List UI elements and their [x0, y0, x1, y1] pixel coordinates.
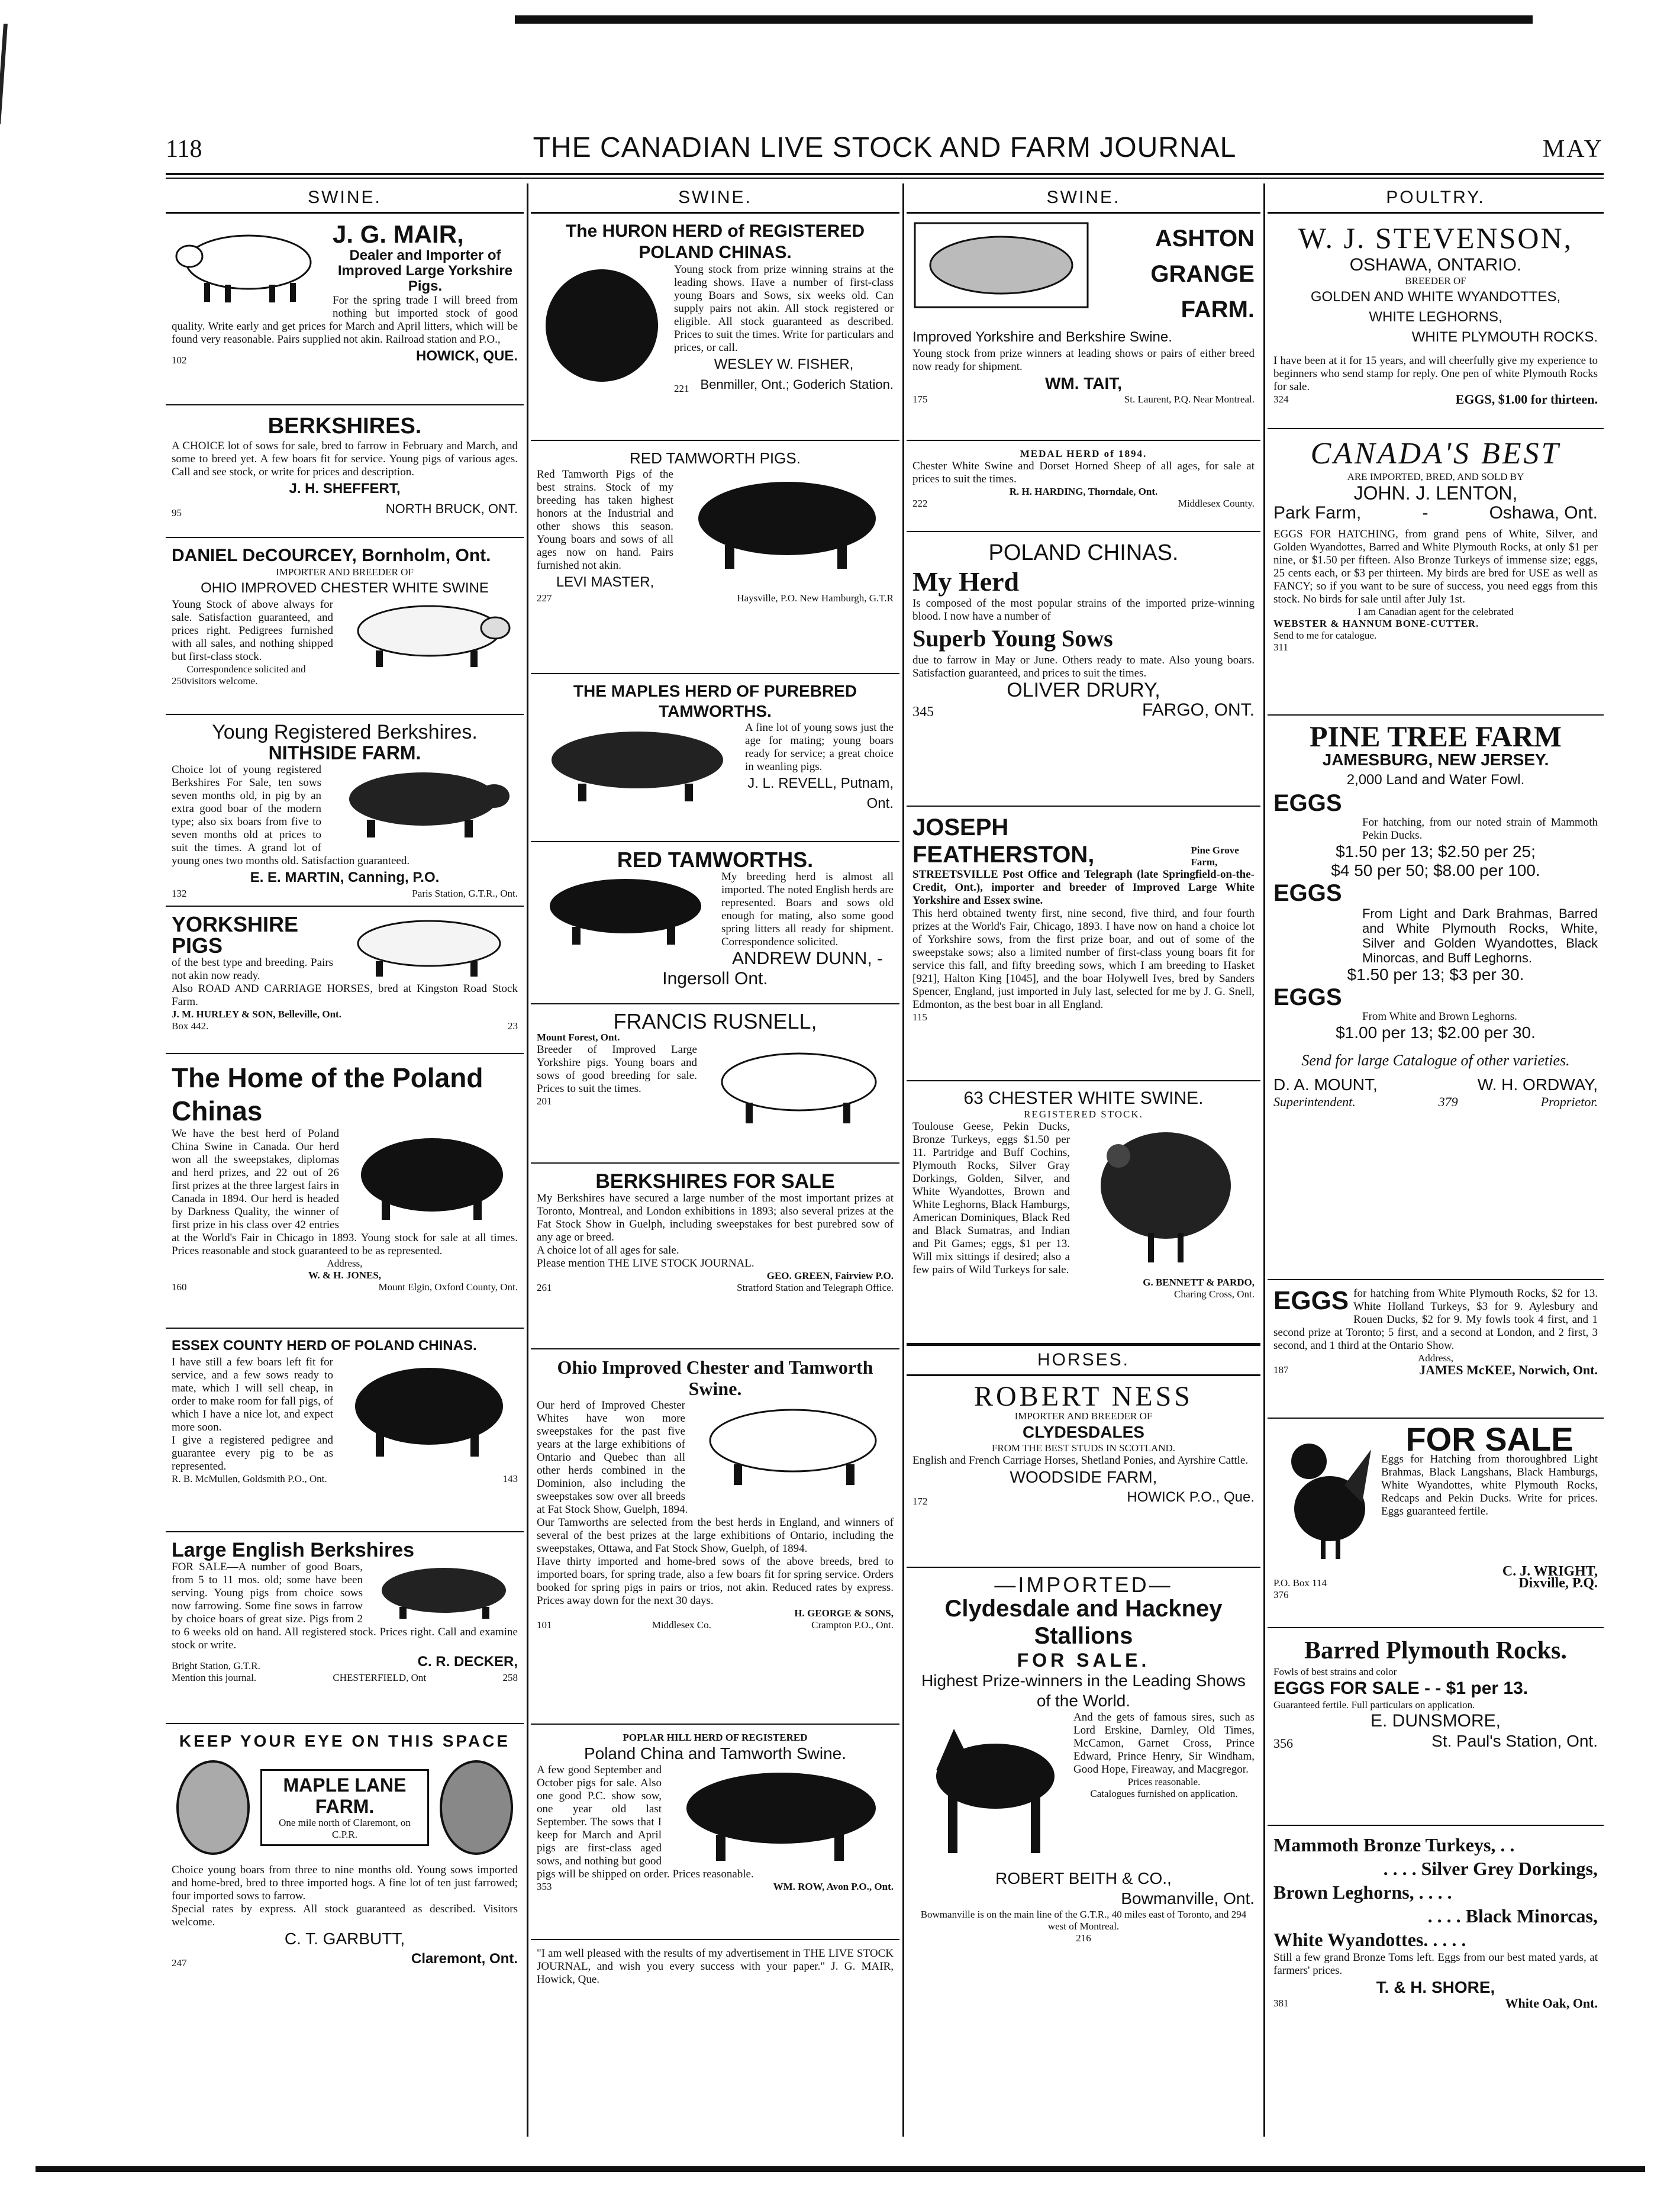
ad-title-2: NITHSIDE FARM. [268, 742, 421, 764]
ad-body: And the gets of famous sires, such as Lord Erskine, Darnley, Old Times, McCamon, Garnet Cross, Prince Edward, Prince Henry, Sir Windham, Good Hope, Fireaway, and Macgregor. [1073, 1711, 1255, 1776]
ad-box: Box 442. [172, 1020, 209, 1032]
ad-number: 376 [1273, 1589, 1289, 1600]
advertiser-name: E. E. MARTIN, Canning, P.O. [250, 869, 440, 885]
ad-subtitle-2: OHIO IMPROVED CHESTER WHITE SWINE [201, 580, 489, 596]
pig-illustration-icon [340, 914, 518, 979]
ad-title: The HURON HERD of REGISTERED POLAND CHINAS. [565, 221, 865, 262]
advertiser-name: H. GEORGE & SONS, [794, 1608, 894, 1619]
pig-illustration-icon [681, 468, 894, 575]
advertiser-name: G. BENNETT & PARDO, [1143, 1277, 1255, 1288]
ad-body-3: WEBSTER & HANNUM BONE-CUTTER. [1273, 618, 1479, 629]
ad-place: JAMESBURG, NEW JERSEY. [1322, 750, 1549, 769]
pig-illustration-icon [704, 1043, 894, 1126]
pig-illustration-icon [912, 221, 1090, 310]
ad-place: Middlesex Co. [652, 1619, 711, 1631]
ad-place: HOWICK P.O., Que. [1127, 1489, 1255, 1505]
issue-month: MAY [1542, 136, 1604, 163]
ad-beith [907, 1568, 1260, 1944]
ad-subtitle: Highest Prize-winners in the Leading Shows of the World. [921, 1671, 1246, 1710]
ad-title: The Home of the Poland Chinas [172, 1062, 483, 1126]
ad-body: EGGS FOR HATCHING, from grand pens of White, Silver, and Golden Wyandottes, Barred and White Plymouth Rocks, at only $1 per nine, or $1.50 per fifteen. Also Bronze Turkeys of immense size; eggs, 25 cents each, or $3 per thirteen. My birds are bred for USE as well as FANCY; so if you want to be sure of success, you need eggs from this stock. No birds for sale until after July 1st. [1273, 528, 1598, 605]
advertiser-name: ANDREW DUNN, - Ingersoll Ont. [662, 949, 883, 988]
ad-number: 132 [172, 888, 187, 899]
ad-body: of the best type and breeding. Pairs not akin now ready. [172, 956, 333, 982]
advertiser-name: C. J. WRIGHT, [1502, 1564, 1598, 1579]
ad-green [531, 1164, 899, 1349]
ad-harding [907, 441, 1260, 532]
pig-illustration-icon [669, 1764, 894, 1864]
ad-number: 261 [537, 1282, 552, 1293]
advertiser-name: J. G. MAIR, [333, 220, 464, 248]
ad-body: Young Stock of above always for sale. Satisfaction guaranteed, and prices right. Pedigrees furnished with all sales, and nothing shipped but first-class stock. [172, 598, 333, 663]
ad-pinetree [1268, 716, 1604, 1280]
eggs-description: From White and Brown Leghorns. [1362, 1010, 1517, 1023]
ad-number: 101 [537, 1619, 552, 1631]
advertiser-name: R. B. McMullen, Goldsmith P.O., Ont. [172, 1473, 327, 1484]
advertiser-name: C. R. DECKER, [417, 1654, 518, 1670]
ad-title-3: Superb Young Sows [912, 625, 1113, 652]
ad-place: Mount Forest, Ont. [537, 1032, 620, 1043]
ad-title-3: FOR SALE. [1017, 1650, 1150, 1671]
ad-subtitle: IMPORTER AND BREEDER OF [276, 566, 414, 578]
ad-drury [907, 532, 1260, 807]
farm-distance: One mile north of Claremont, on C.P.R. [279, 1817, 411, 1840]
eggs-heading: EGGS [1273, 984, 1342, 1010]
ad-subtitle: STREETSVILLE Post Office and Telegraph (late Springfield-on-the-Credit, Ont.), importer and breeder of Improved Large White Yorkshire and Essex swine. [912, 868, 1255, 907]
header-rule-thin [166, 178, 1604, 179]
ad-dunsmore [1268, 1628, 1604, 1826]
ad-fisher [531, 214, 899, 441]
eggs-price: $1.50 per 13; $2.50 per 25; [1336, 842, 1536, 861]
ad-number: 345 [912, 704, 934, 720]
advertiser-name: JOHN. J. LENTON, [1353, 482, 1518, 504]
farm-name: MAPLE LANE FARM. [283, 1774, 407, 1817]
ad-number: 143 [502, 1473, 518, 1484]
ad-place: White Oak, Ont. [1505, 1996, 1598, 2011]
ad-place: Mount Elgin, Oxford County, Ont. [378, 1281, 518, 1293]
ad-title: CANADA'S BEST [1310, 437, 1561, 471]
ad-title: FOR SALE [1405, 1420, 1573, 1458]
ad-body: Breeder of Improved Large Yorkshire pigs. Young boars and sows of good breeding for sale. Prices to suit the times. [537, 1043, 697, 1095]
ad-title: Large English Berkshires [172, 1539, 415, 1561]
ad-subtitle: Fowls of best strains and color [1273, 1666, 1397, 1677]
ad-title: EGGS [1273, 1286, 1349, 1315]
ad-wright [1268, 1419, 1604, 1628]
ad-body-2: Prices reasonable. [1127, 1776, 1201, 1787]
ad-title: MEDAL HERD of 1894. [1020, 448, 1147, 459]
superintendent-role: Superintendent. [1273, 1094, 1356, 1109]
ad-stevenson [1268, 214, 1604, 429]
ad-mckee [1268, 1280, 1604, 1419]
ad-subtitle: IMPORTER AND BREEDER OF [1014, 1410, 1153, 1422]
ad-body: Choice lot of young registered Berkshires For Sale, ten sows seven months old, in pig by an extra good boar of the modern type; also six boars from five to seven months old at prices to suit the times. A grand lot of young ones two months old. Satisfaction guaranteed. [172, 764, 410, 867]
ad-eggs-price: EGGS FOR SALE - - $1 per 13. [1273, 1679, 1529, 1698]
advertiser-name: WM. ROW, Avon P.O., Ont. [773, 1881, 894, 1892]
column-swine-3 [907, 183, 1260, 2137]
ad-title: KEEP YOUR EYE ON THIS SPACE [179, 1732, 511, 1750]
eggs-heading: EGGS [1273, 880, 1342, 906]
ad-title: —IMPORTED— [994, 1573, 1173, 1597]
ad-title: JOSEPH FEATHERSTON, [912, 814, 1095, 868]
ad-box: P.O. Box 114 [1273, 1577, 1327, 1589]
ad-nithside [166, 715, 524, 907]
ad-number: 187 [1273, 1364, 1289, 1375]
ad-place: Charing Cross, Ont. [1174, 1288, 1255, 1300]
ad-number: 175 [912, 394, 928, 405]
ad-footer: Correspondence solicited and visitors welcome. [186, 663, 306, 687]
advertiser-name: T. & H. SHORE, [1376, 1978, 1495, 1996]
ad-body: Young stock from prize winning strains at the leading shows. Have a number of first-class young Boars and Sows, six weeks old. Can supply pairs not akin. All stock registered or eligible. All stock guaranteed as described. Prices to suit the times. Write for particulars and prices, or call. [674, 263, 894, 354]
ad-place: Bowmanville, Ont. [1121, 1889, 1255, 1908]
ad-number: 216 [1076, 1932, 1091, 1944]
ad-body: Toulouse Geese, Pekin Ducks, Bronze Turkeys, eggs $1.50 per 11. Partridge and Buff Cochins, Plymouth Rocks, Silver Gray Dorkings, Golden, Silver, and White Wyandottes, Brown and White Leghorns, Black Hamburgs, American Dominiques, Black Red and Black Sumatras, and Indian and Pit Games; eggs, $1 per 13. Will mix sittings if desired; also a few pairs of Wild Turkeys for sale. [912, 1120, 1070, 1276]
advertiser-name: E. DUNSMORE, [1370, 1711, 1501, 1731]
advertiser-name: JAMES McKEE, Norwich, Ont. [1419, 1362, 1598, 1377]
ad-eggs-price: EGGS, $1.00 for thirteen. [1455, 392, 1598, 407]
ad-title: PINE TREE FARM [1310, 720, 1562, 753]
header-rule [166, 173, 1604, 175]
farm-name: Pine Grove Farm, [1191, 845, 1239, 868]
ad-number: 221 [674, 383, 689, 394]
ad-body-3: Have thirty imported and home-bred sows of the above breeds, bred to imported boars, for spring trade, also a few boars fit for spring service. Orders booked for spring pigs in pairs or trios, not akin. Reduced rates by express. Prices away down for the next 30 days. [537, 1555, 894, 1607]
pig-illustration-icon [340, 1356, 518, 1462]
ad-body: For the spring trade I will breed from nothing but imported stock of good quality. Write early and get prices for March and April litters, which will be found very reasonable. Pairs supplied not akin. Railroad station and P.O., [172, 294, 518, 346]
separator-dash: - [1422, 503, 1429, 523]
page-number: 118 [166, 136, 202, 163]
column-swine-2 [531, 183, 899, 2137]
advertiser-name: J. H. SHEFFERT, [289, 481, 401, 497]
section-heading-horses: HORSES. [907, 1344, 1260, 1376]
ad-master [531, 441, 899, 674]
ad-number: 227 [537, 592, 552, 604]
ad-place: St. Laurent, P.Q. [1124, 394, 1191, 405]
ad-place: Stratford Station and Telegraph Office. [737, 1282, 894, 1293]
advertiser-name: WM. TAIT, [1044, 374, 1123, 392]
ad-number: 258 [502, 1672, 518, 1683]
ad-place: St. Paul's Station, Ont. [1431, 1732, 1598, 1750]
ad-subtitle: REGISTERED STOCK. [1024, 1109, 1143, 1120]
advertiser-name: OLIVER DRURY, [1007, 679, 1160, 701]
ad-number: 102 [172, 355, 187, 366]
column-heading: SWINE. [907, 183, 1260, 214]
page-header [166, 131, 1604, 173]
ad-number: 201 [537, 1096, 552, 1107]
advertiser-name: ROBERT BEITH & CO., [995, 1869, 1172, 1887]
advertiser-name: R. H. HARDING, Thorndale, Ont. [1009, 486, 1158, 497]
ad-jones [166, 1054, 524, 1329]
pig-illustration-icon [537, 721, 738, 804]
eggs-description: For hatching, from our noted strain of Mammoth Pekin Ducks. [1362, 816, 1598, 842]
ad-body: A fine lot of young sows just the age for mating; young boars ready for service; a great choice in weanling pigs. [745, 721, 894, 773]
ad-title: THE MAPLES HERD OF PUREBRED TAMWORTHS. [573, 682, 857, 720]
advertiser-name: W. & H. JONES, [308, 1270, 382, 1281]
breed-line: . . . . Black Minorcas, [1427, 1905, 1598, 1927]
ad-body: Eggs for Hatching from thoroughbred Light Brahmas, Black Langshans, Black Hamburgs, White Wyandottes, white Plymouth Rocks, Redcaps and Pekin Ducks. Write for prices. Eggs guaranteed fertile. [1381, 1453, 1598, 1518]
ad-title: YORKSHIRE PIGS [172, 912, 299, 958]
pig-illustration-icon [692, 1399, 894, 1488]
farm-name: WOODSIDE FARM, [1010, 1468, 1157, 1486]
ad-place-2: Near Montreal. [1193, 394, 1255, 405]
breed-line: WHITE PLYMOUTH ROCKS. [1411, 329, 1598, 345]
ad-title: Young Registered Berkshires. [212, 721, 478, 743]
ad-garbutt [166, 1724, 524, 2057]
advertiser-name: GEO. GREEN, Fairview P.O. [766, 1270, 894, 1281]
rooster-illustration-icon [1273, 1426, 1374, 1562]
ad-body: I have been at it for 15 years, and will cheerfully give my experience to beginners who send stamp for reply. One pen of white Plymouth Rocks for sale. [1273, 355, 1598, 393]
ad-body: Still a few grand Bronze Toms left. Eggs from our best mated yards, at farmers' prices. [1273, 1951, 1598, 1977]
ad-body: Is composed of the most popular strains of the imported prize-winning blood. I now have a number of [912, 597, 1255, 623]
farm-oval-icon [435, 1757, 518, 1858]
advertiser-name: C. T. GARBUTT, [284, 1929, 405, 1948]
ad-body: Guaranteed fertile. Full particulars on application. [1273, 1699, 1475, 1710]
journal-title: THE CANADIAN LIVE STOCK AND FARM JOURNAL [533, 132, 1237, 163]
ad-body: A few good September and October pigs for sale. Also one good P.C. show sow, one year old last September. The sows that I keep for March and April pigs are first-class aged sows, and nothing but good pigs will be shipped on order. Prices reasonable. [537, 1764, 754, 1880]
ad-title-2: Poland China and Tamworth Swine. [583, 1744, 847, 1763]
ad-title: ASHTON GRANGE FARM. [1150, 226, 1255, 323]
bottom-rule [36, 2166, 1645, 2172]
testimonial-text: "I am well pleased with the results of my advertisement in THE LIVE STOCK JOURNAL, and wish you every success with your paper." J. G. MAIR, Howick, Que. [537, 1947, 894, 1986]
proprietor-name: W. H. ORDWAY, [1477, 1075, 1598, 1094]
ad-body: My breeding herd is almost all imported. The noted English herds are represented. Boars and sows old enough for mating, also some good spring litters all ready for shipment. Correspondence solicited. [721, 871, 894, 948]
ad-number: 324 [1273, 394, 1289, 405]
ad-place: Haysville, P.O. New Hamburgh, G.T.R [737, 592, 894, 604]
breed-line: GOLDEN AND WHITE WYANDOTTES, [1310, 289, 1561, 305]
ad-number: 222 [912, 498, 928, 509]
ad-footer: Bowmanville is on the main line of the G.T.R., 40 miles east of Toronto, and 294 west of Montreal. [920, 1909, 1247, 1932]
ad-place: Dixville, P.Q. [1518, 1576, 1598, 1591]
ad-dunn [531, 842, 899, 1004]
page-edge-mark [0, 24, 31, 124]
ad-body: for hatching from White Plymouth Rocks, $2 for 13. White Holland Turkeys, $3 for 9. Aylesbury and Rouen Ducks, $2 for 9. My fowls took 4 first, and 1 second prize at Toronto; 5 first, and a second at London, and 2 first, 3 second, and 1 third at the Ontario Show. [1273, 1287, 1598, 1352]
ad-address-label: Address, [327, 1258, 363, 1269]
ad-lenton [1268, 429, 1604, 716]
ad-place: NORTH BRUCK, ONT. [385, 501, 518, 516]
ad-decourcey [166, 538, 524, 715]
ad-mcmullen [166, 1329, 524, 1532]
ad-number: 160 [172, 1281, 187, 1293]
ad-number: 115 [912, 1011, 927, 1023]
ad-title: RED TAMWORTHS. [617, 848, 814, 872]
ad-hurley [166, 907, 524, 1054]
advertiser-name: J. M. HURLEY & SON, Belleville, Ont. [172, 1009, 341, 1020]
ad-place: OSHAWA, ONTARIO. [1349, 255, 1522, 275]
pig-illustration-icon [370, 1561, 518, 1620]
ad-subtitle: 2,000 Land and Water Fowl. [1346, 772, 1525, 788]
ad-subtitle-3: FROM THE BEST STUDS IN SCOTLAND. [991, 1442, 1176, 1454]
horse-illustration-icon [912, 1711, 1066, 1865]
ad-ness [907, 1376, 1260, 1568]
ad-body: Choice young boars from three to nine months old. Young sows imported and home-bred, bred to three imported hogs. A fine lot of ten just farrowed; four imported sows to farrow. [172, 1864, 518, 1902]
ad-title: ROBERT NESS [974, 1381, 1193, 1412]
ad-body: Chester White Swine and Dorset Horned Sheep of all ages, for sale at prices to suit the times. [912, 460, 1255, 485]
eggs-price: $1.50 per 13; $3 per 30. [1347, 965, 1524, 984]
superintendent-name: D. A. MOUNT, [1273, 1075, 1378, 1094]
ad-body-2: A choice lot of all ages for sale. [537, 1244, 679, 1257]
ad-body: FOR SALE—A number of good Boars, from 5 to 11 mos. old; some have been serving. Young pigs from choice sows now farrowing. Some fine sows in farrow by choice boars of great size. Pigs from 2 to 6 weeks old on hand. All registered stock. Prices right. Call and examine stock or write. [172, 1561, 518, 1651]
ad-address-label: Address, [1418, 1352, 1453, 1364]
ad-number: 356 [1273, 1736, 1293, 1751]
ad-body: Our herd of Improved Chester Whites have won more sweepstakes for the past five years at the large exhibitions of Ontario and Quebec than all other herds combined in the Dominion, also including the sweepstakes sow over all breeds at Fat Stock Show, Guelph, 1894. [537, 1399, 688, 1516]
ad-place: FARGO, ONT. [1142, 700, 1255, 720]
ad-title: 63 CHESTER WHITE SWINE. [963, 1088, 1204, 1108]
ad-title: DANIEL DeCOURCEY, Bornholm, Ont. [172, 546, 491, 565]
ad-number: 247 [172, 1957, 187, 1969]
breed-line: Brown Leghorns, . . . . [1273, 1882, 1452, 1903]
ad-body: Red Tamworth Pigs of the best strains. Stock of my breeding has taken highest honors at the Industrial and other shows this season. Young boars and sows of all ages now on hand. Pairs furnished not akin. [537, 468, 673, 572]
ad-body: A CHOICE lot of sows for sale, bred to farrow in February and March, and some to breed yet. A few boars fit for service. Young pigs of various ages. Call and see stock, or write for prices and description. [172, 440, 518, 478]
ad-place: Oshawa, Ont. [1489, 503, 1598, 523]
pig-illustration-icon [346, 1128, 518, 1222]
catalogue-note: Send for large Catalogue of other varieties. [1301, 1052, 1570, 1069]
testimonial [531, 1940, 899, 2006]
ad-subtitle: BREEDER OF [1405, 275, 1466, 286]
column-swine-1 [166, 183, 524, 2137]
ad-body-2: Special rates by express. All stock guaranteed as described. Visitors welcome. [172, 1903, 518, 1928]
ad-title: Dealer and Importer of Improved Large Yorkshire Pigs. [337, 247, 513, 294]
eggs-heading: EGGS [1273, 790, 1342, 816]
pig-illustration-icon [328, 764, 518, 840]
ad-body: My Berkshires have secured a large number of the most important prizes at Toronto, Montreal, and London exhibitions in 1893; also several prizes at the Fat Stock Show in Guelph, including sweepstakes for best purebred sow of any age or breed. [537, 1192, 894, 1244]
ad-title: POPLAR HILL HERD OF REGISTERED [623, 1732, 808, 1743]
ad-title: POLAND CHINAS. [988, 540, 1179, 565]
ad-mair [166, 214, 524, 405]
ad-body-2: I give a registered pedigree and guarantee every pig to be as represented. [172, 1434, 333, 1473]
proprietor-role: Proprietor. [1540, 1094, 1598, 1109]
ad-title: ESSEX COUNTY HERD OF POLAND CHINAS. [172, 1338, 477, 1354]
column-heading: POULTRY. [1268, 183, 1604, 214]
ad-title: BERKSHIRES FOR SALE [595, 1170, 835, 1193]
ad-place-2: Bright Station, G.T.R. [172, 1660, 260, 1671]
pig-illustration-icon [537, 263, 667, 394]
ad-number: 381 [1273, 1998, 1289, 2009]
ad-shore [1268, 1826, 1604, 2022]
ad-rusnell [531, 1004, 899, 1164]
ad-title: Ohio Improved Chester and Tamworth Swine. [557, 1357, 873, 1399]
advertiser-name: WESLEY W. FISHER, [714, 356, 854, 372]
breed-line: Mammoth Bronze Turkeys, . . [1273, 1834, 1515, 1855]
ad-body-2: Also ROAD AND CARRIAGE HORSES, bred at Kingston Road Stock Farm. [172, 982, 518, 1008]
advertiser-name: LEVI MASTER, [556, 574, 654, 590]
ad-place: CHESTERFIELD, Ont [333, 1672, 427, 1683]
ad-featherston [907, 807, 1260, 1081]
pig-illustration-icon [537, 871, 714, 948]
ad-number: 379 [1438, 1094, 1458, 1109]
ad-body: Young stock from prize winners at leading shows or pairs of either breed now ready for shipment. [912, 347, 1255, 373]
breed-line: . . . . Silver Grey Dorkings, [1383, 1858, 1598, 1879]
ad-subtitle-2: CLYDESDALES [1023, 1423, 1144, 1441]
ad-row [531, 1725, 899, 1940]
column-heading: SWINE. [166, 183, 524, 214]
column-heading: SWINE. [531, 183, 899, 214]
ad-number: 95 [172, 507, 182, 518]
ad-number: 250 [172, 675, 187, 687]
ad-number: 311 [1273, 642, 1288, 653]
turkey-illustration-icon [1077, 1120, 1255, 1268]
ad-body-2: Our Tamworths are selected from the best herds in England, and winners of several of the best prizes at the large exhibitions of Ontario, including the sweepstakes, Ottawa, and Fat Stock Show, Guelph, of 1894. [537, 1516, 894, 1555]
ad-title-2: Clydesdale and Hackney Stallions [944, 1596, 1223, 1649]
ad-tait [907, 214, 1260, 441]
ad-revell [531, 674, 899, 842]
ad-place: Middlesex County. [1178, 498, 1255, 509]
pig-illustration-icon [172, 221, 325, 310]
top-rule [515, 15, 1533, 24]
column-poultry [1268, 183, 1604, 2137]
ad-body: I have still a few boars left fit for service, and a few sows ready to mate, which I will sell cheap, in order to make room for fall pigs, of which I have a nice lot, and expect more soon. [172, 1356, 333, 1433]
ad-title: W. J. STEVENSON, [1298, 221, 1573, 255]
ad-title: Barred Plymouth Rocks. [1304, 1637, 1567, 1664]
ad-body: English and French Carriage Horses, Shetland Ponies, and Ayrshire Cattle. [912, 1454, 1249, 1467]
ad-number: 23 [508, 1020, 518, 1032]
ad-title: FRANCIS RUSNELL, [613, 1009, 817, 1033]
ad-body-2: due to farrow in May or June. Others ready to mate. Also young boars. Satisfaction guaranteed, and prices to suit the times. [912, 654, 1255, 679]
ad-sheffert [166, 405, 524, 538]
ad-george [531, 1349, 899, 1725]
ad-place: HOWICK, QUE. [416, 348, 518, 364]
eggs-price: $4 50 per 50; $8.00 per 100. [1331, 861, 1540, 880]
ad-place: Claremont, Ont. [411, 1951, 518, 1967]
ad-number: 172 [912, 1496, 928, 1507]
breed-line: WHITE LEGHORNS, [1369, 309, 1502, 325]
ad-title-2: My Herd [912, 566, 1020, 597]
ad-mention: Mention this journal. [172, 1672, 257, 1683]
ad-subtitle: Improved Yorkshire and Berkshire Swine. [912, 329, 1172, 345]
ad-title: RED TAMWORTH PIGS. [630, 449, 801, 467]
farm-oval-icon [172, 1757, 254, 1858]
eggs-price: $1.00 per 13; $2.00 per 30. [1336, 1023, 1536, 1042]
column-divider [902, 183, 904, 2137]
ad-title: BERKSHIRES. [267, 414, 422, 439]
ad-place-2: Crampton P.O., Ont. [811, 1619, 894, 1631]
ad-subtitle: ARE IMPORTED, BRED, AND SOLD BY [1347, 471, 1524, 482]
ad-bennett [907, 1081, 1260, 1344]
eggs-description: From Light and Dark Brahmas, Barred and White Plymouth Rocks, White, Silver and Golden Wyandottes, Black Minorcas, and Buff Leghorns. [1362, 906, 1598, 965]
ad-decker [166, 1532, 524, 1724]
ad-body: We have the best herd of Poland China Swine in Canada. Our herd won all the sweepstakes, diplomas and herd prizes, and 22 out of 26 first prizes at the three largest fairs in Canada in 1894. Our herd is headed by Darkness Quality, the winner of first prize in his class over 42 entries at the World's Fair in Chicago in 1893. Young stock for sale at all times. Prices reasonable and stock guaranteed to be as represented. [172, 1128, 518, 1257]
pig-illustration-icon [340, 598, 518, 669]
advertiser-name: J. L. REVELL, Putnam, Ont. [747, 775, 894, 811]
ad-body-3: Catalogues furnished on application. [1090, 1788, 1238, 1799]
ad-place: Paris Station, G.T.R., Ont. [412, 888, 518, 899]
ad-body-4: Send to me for catalogue. [1273, 630, 1377, 641]
ad-body: This herd obtained twenty first, nine second, five third, and four fourth prizes at the World's Fair, Chicago, 1893. I have now on hand a choice lot of Yorkshire sows, from the first prize boar, and out of some of the sweepstake sows; also a limited number of first-class young boars fit for service this fall, and fifty breeding sows, which I am breeding to Hasket [921], Halton King [1045], and the boar Holywell Ives, bred by Sanders Spencer, England, just imported in July last, selected for me by J. G. Snell, Edmonton, as the best boar in all England. [912, 907, 1255, 1011]
ad-body-2: I am Canadian agent for the celebrated [1357, 606, 1514, 617]
ad-number: 353 [537, 1881, 552, 1892]
ad-body-3: Please mention THE LIVE STOCK JOURNAL. [537, 1257, 754, 1270]
column-divider [1263, 183, 1265, 2137]
column-divider [527, 183, 528, 2137]
ad-place: Benmiller, Ont.; Goderich Station. [700, 377, 894, 392]
breed-line: White Wyandottes. . . . . [1273, 1929, 1466, 1950]
farm-name: Park Farm, [1273, 503, 1362, 523]
